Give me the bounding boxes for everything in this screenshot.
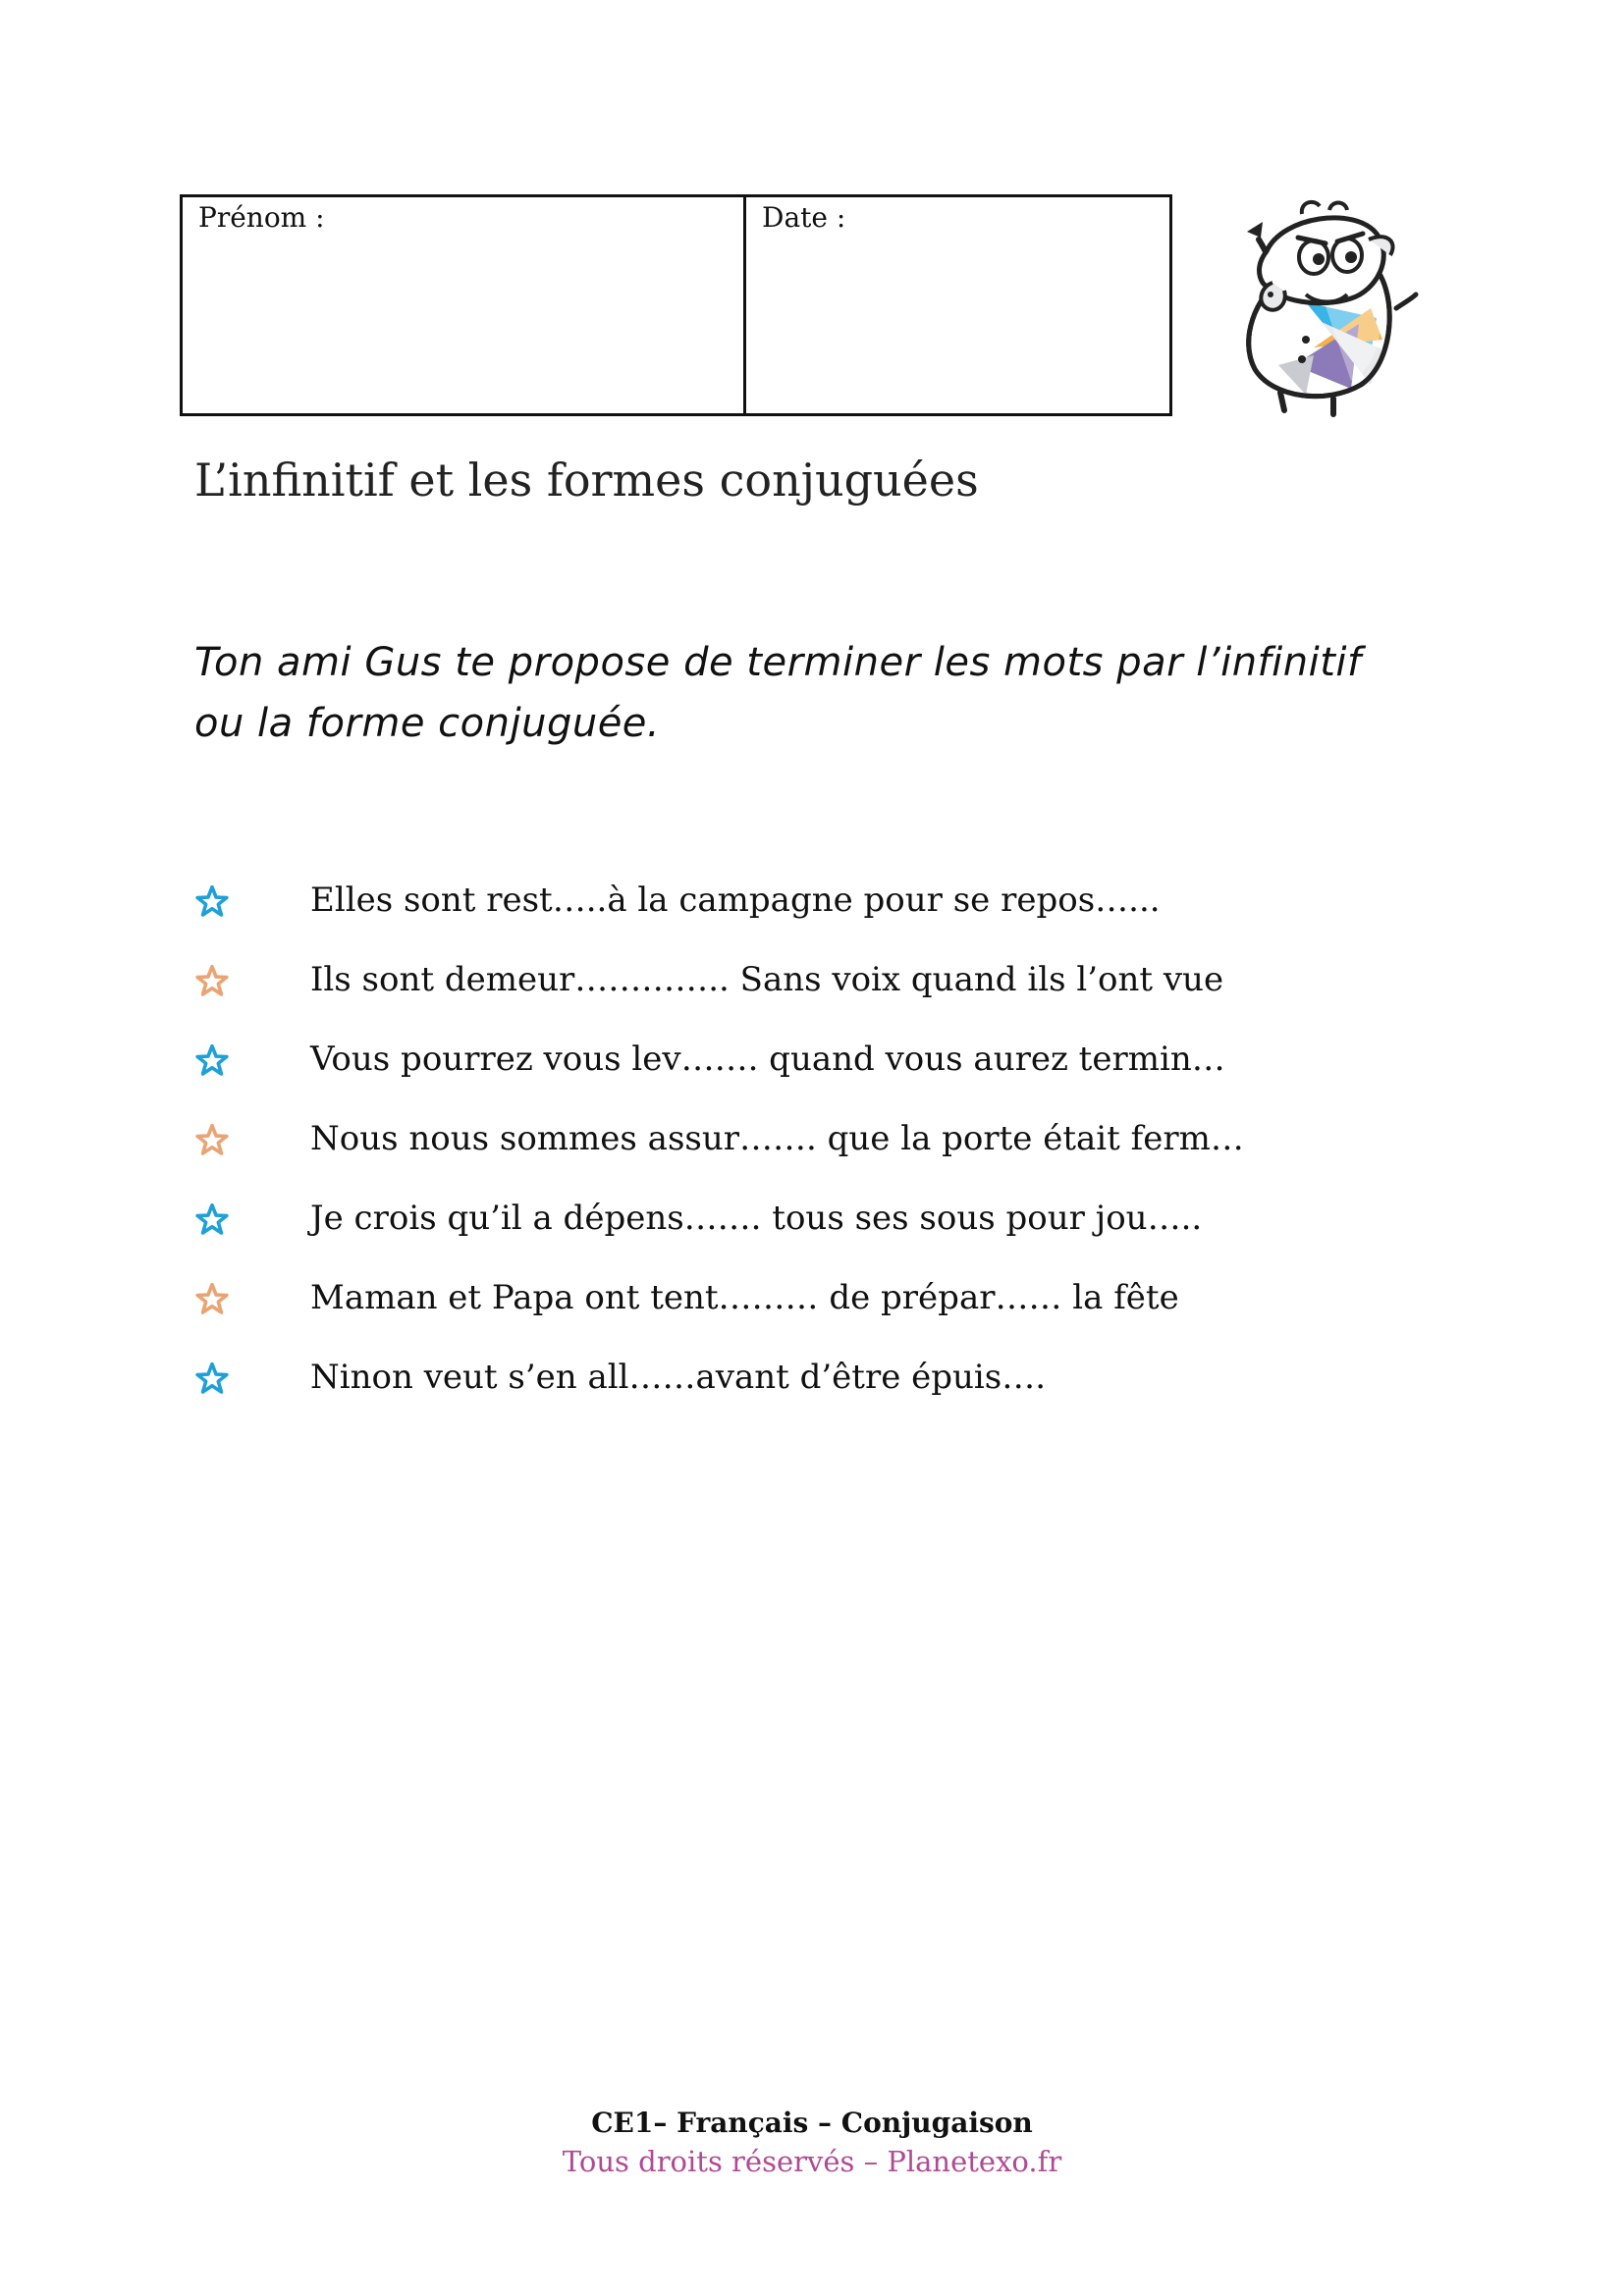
star-icon: [194, 1362, 230, 1397]
exercise-item: [194, 1040, 1244, 1119]
footer-copyright: Tous droits réservés – Planetexo.fr: [562, 2145, 1062, 2178]
exercise-item: [194, 1358, 1244, 1437]
star-icon: [194, 1043, 230, 1079]
date-field[interactable]: [746, 197, 1169, 413]
header-table: [180, 194, 1172, 416]
name-label: Prénom :: [198, 201, 325, 234]
star-icon: [194, 884, 230, 920]
star-icon: [194, 1202, 230, 1238]
instruction-text: [194, 632, 1461, 754]
star-icon: [194, 1282, 230, 1317]
exercise-sentence: Vous pourrez vous lev……. quand vous aurez termin…: [310, 1040, 1225, 1079]
page-footer: [0, 2107, 1624, 2178]
exercise-item: [194, 1119, 1244, 1199]
exercise-sentence: Ninon veut s’en all……avant d’être épuis….: [310, 1358, 1047, 1397]
exercise-sentence: Ils sont demeur………….. Sans voix quand ils l’ont vue: [310, 960, 1224, 999]
exercise-sentence: Elles sont rest…..à la campagne pour se repos…...: [310, 881, 1161, 920]
page-title: L’infinitif et les formes conjuguées: [194, 454, 979, 507]
star-icon: [194, 964, 230, 999]
exercise-sentence: Maman et Papa ont tent……… de prépar…… la fête: [310, 1278, 1179, 1317]
exercise-item: [194, 1278, 1244, 1358]
exercise-item: [194, 881, 1244, 960]
exercise-sentence: Nous nous sommes assur……. que la porte était ferm…: [310, 1119, 1244, 1158]
name-field[interactable]: [183, 197, 746, 413]
sheep-mascot-illustration: [1204, 192, 1425, 418]
exercise-item: [194, 1199, 1244, 1278]
instruction-line-1: Ton ami Gus te propose de terminer les mots par l’infinitif: [194, 640, 1362, 685]
footer-subject: CE1– Français – Conjugaison: [591, 2107, 1033, 2139]
star-icon: [194, 1123, 230, 1158]
instruction-line-2: ou la forme conjuguée.: [194, 701, 661, 746]
exercise-sentence: Je crois qu’il a dépens……. tous ses sous pour jou…..: [310, 1199, 1203, 1238]
exercise-list: [194, 881, 1244, 1437]
exercise-item: [194, 960, 1244, 1040]
date-label: Date :: [762, 201, 846, 234]
